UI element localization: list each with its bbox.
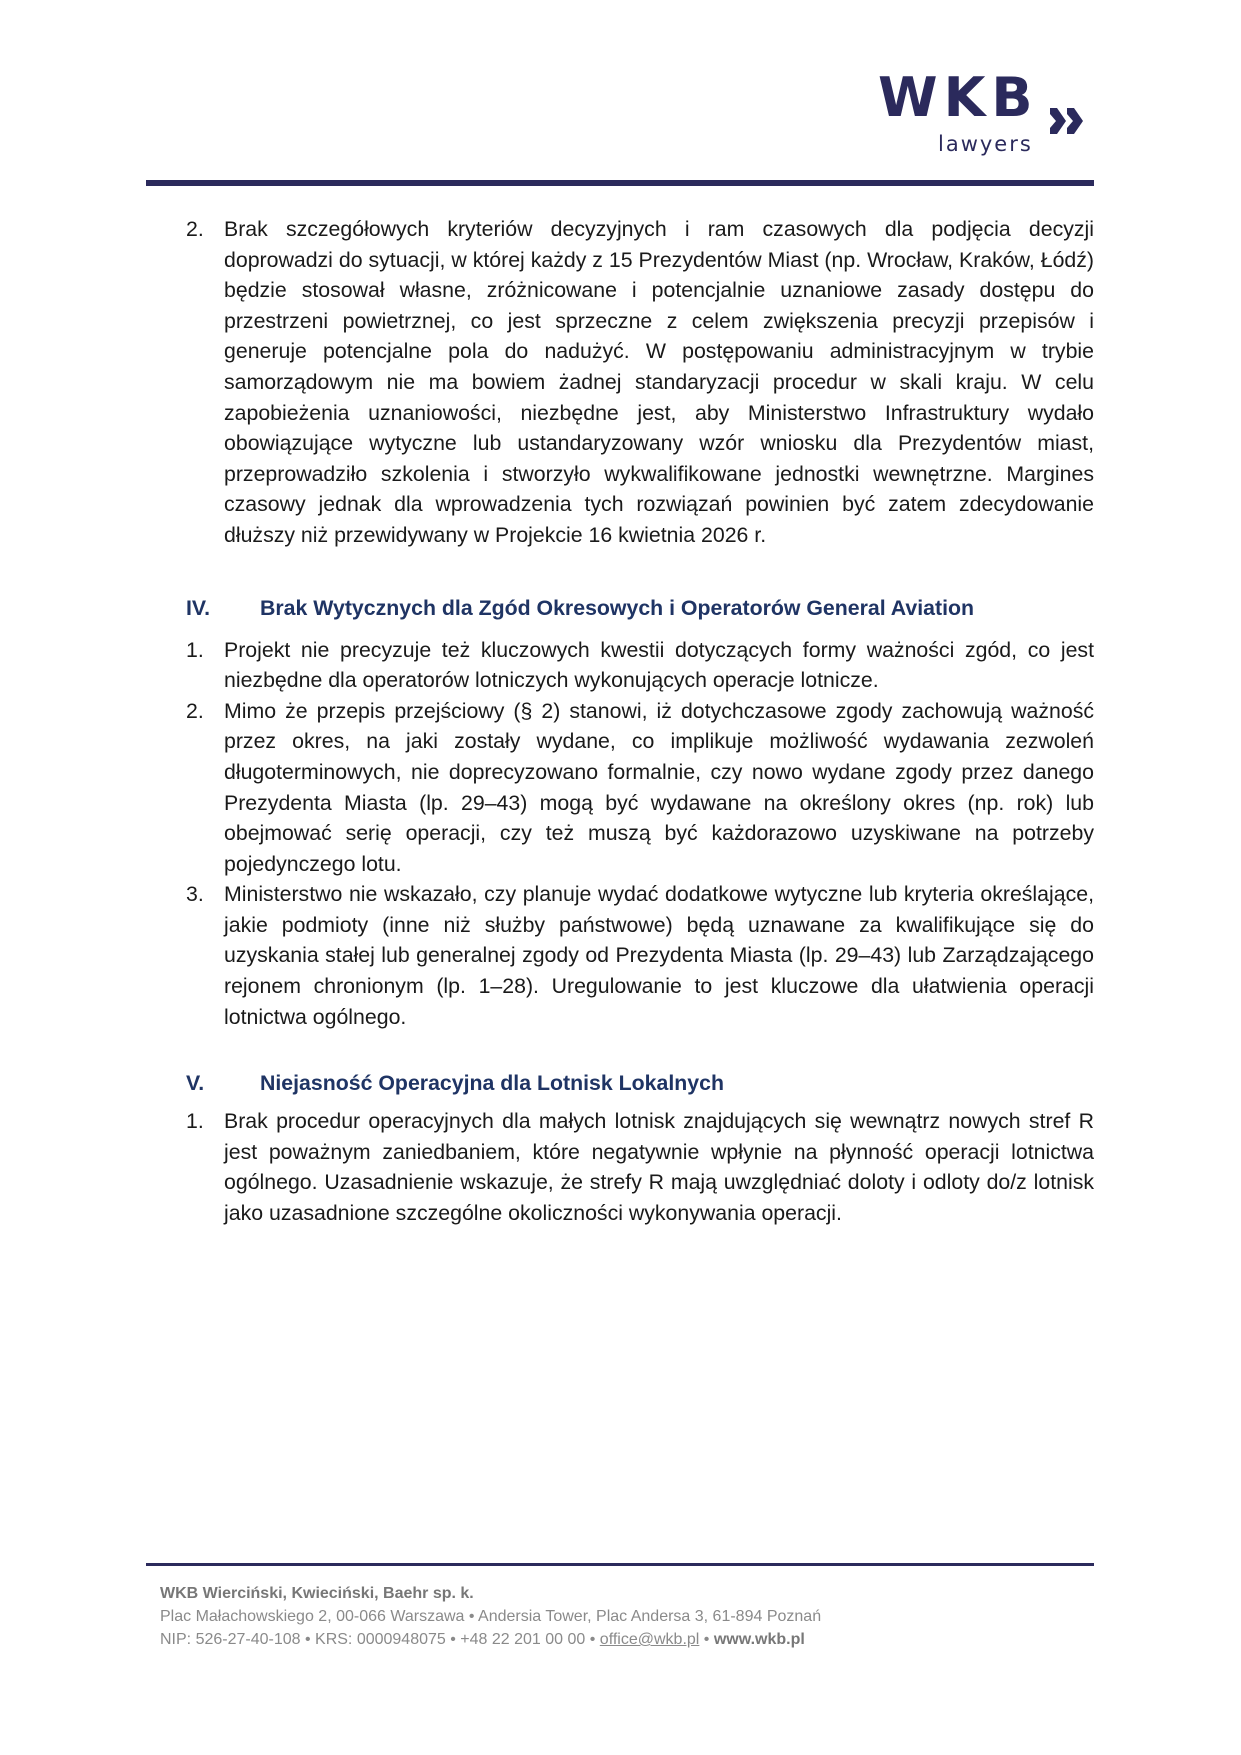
section-number: IV.	[186, 595, 211, 620]
list-item	[186, 635, 1094, 696]
list-item	[186, 214, 1094, 551]
list-number: 2.	[186, 217, 204, 241]
section-heading	[186, 1068, 1094, 1098]
list-number: 2.	[186, 698, 204, 723]
section-title: Niejasność Operacyjna dla Lotnisk Lokalnych	[260, 1071, 724, 1096]
section-heading	[186, 593, 1094, 623]
double-chevron-right-icon	[1050, 104, 1086, 138]
section-number: V.	[186, 1071, 205, 1096]
footer-address: Plac Małachowskiego 2, 00-066 Warszawa • Andersia Tower, Plac Andersa 3, 61-894 Poznań	[160, 1608, 822, 1625]
list-number: 1.	[186, 637, 204, 662]
footer-contact	[160, 1628, 821, 1651]
email-link[interactable]: office@wkb.pl	[599, 1631, 700, 1648]
footer-separator: •	[699, 1631, 714, 1648]
footer-ids: NIP: 526-27-40-108 • KRS: 0000948075 • +48 22 201 00 00 •	[160, 1631, 600, 1648]
list-text: Brak szczegółowych kryteriów decyzyjnych i ram czasowych dla podjęcia decyzji doprowadzi do sytuacji, w której każdy z 15 Prezydentów Miast (np. Wrocław, Kraków, Łódź) będzie stosował własne, zróżnicowane i potencjalnie uznaniowe zasady dostępu do przestrzeni powietrznej, co jest sprzeczne z celem zwiększenia precyzji przepisów i generuje potencjalne pola do nadużyć. W postępowaniu administracyjnym w trybie samorządowym nie ma bowiem żadnej standaryzacji procedur w skali kraju. W celu zapobieżenia uznaniowości, niezbędne jest, aby Ministerstwo Infrastruktury wydało obowiązujące wytyczne lub ustandaryzowany wzór wniosku dla Prezydentów miast, przeprowadziło szkolenia i stworzyło wykwalifikowane jednostki wewnętrzne. Margines czasowy jednak dla wprowadzenia tych rozwiązań powinien być zatem zdecydowanie dłuższy niż przewidywany w Projekcie 16 kwietnia 2026 r.	[224, 217, 1094, 547]
list-text: Brak procedur operacyjnych dla małych lotnisk znajdujących się wewnątrz nowych stref R jest poważnym zaniedbaniem, które negatywnie wpłynie na płynność operacji lotnictwa ogólnego. Uzasadnienie wskazuje, że strefy R mają uwzględniać doloty i odloty do/z lotnisk jako uzasadnione szczególne okoliczności wykonywania operacji.	[224, 1109, 1094, 1226]
logo-wordmark: WKB	[878, 66, 1039, 129]
section-title: Brak Wytycznych dla Zgód Okresowych i Operatorów General Aviation	[260, 595, 975, 620]
logo-subtext: lawyers	[938, 132, 1033, 156]
list-item	[186, 1106, 1094, 1228]
document-body	[186, 214, 1094, 1229]
footer-divider	[146, 1563, 1094, 1566]
header-divider	[146, 180, 1094, 186]
list-number: 1.	[186, 1109, 204, 1134]
list-number: 3.	[186, 882, 204, 907]
list-text: Mimo że przepis przejściowy (§ 2) stanowi, iż dotychczasowe zgody zachowują ważność przez okres, na jaki zostały wydane, co implikuje możliwość wydawania zezwoleń długoterminowych, nie doprecyzowano formalnie, czy nowo wydane zgody przez danego Prezydenta Miasta (lp. 29–43) mogą być wydawane na określony okres (np. rok) lub obejmować serię operacji, czy też muszą być każdorazowo uzyskiwane na potrzeby pojedynczego lotu.	[224, 698, 1094, 876]
company-logo	[878, 68, 1088, 158]
list-text: Projekt nie precyzuje też kluczowych kwestii dotyczących formy ważności zgód, co jest niezbędne dla operatorów lotniczych wykonujących operacje lotnicze.	[224, 637, 1094, 693]
page-footer	[160, 1582, 821, 1651]
list-item	[186, 696, 1094, 880]
list-item	[186, 879, 1094, 1032]
website-link[interactable]: www.wkb.pl	[713, 1631, 805, 1648]
list-text: Ministerstwo nie wskazało, czy planuje wydać dodatkowe wytyczne lub kryteria określające, jakie podmioty (inne niż służby państwowe) będą uznawane za kwalifikujące się do uzyskania stałej lub generalnej zgody od Prezydenta Miasta (lp. 29–43) lub Zarządzającego rejonem chronionym (lp. 1–28). Uregulowanie to jest kluczowe dla ułatwienia operacji lotnictwa ogólnego.	[224, 882, 1094, 1029]
footer-company-name: WKB Wierciński, Kwieciński, Baehr sp. k.	[160, 1585, 474, 1602]
